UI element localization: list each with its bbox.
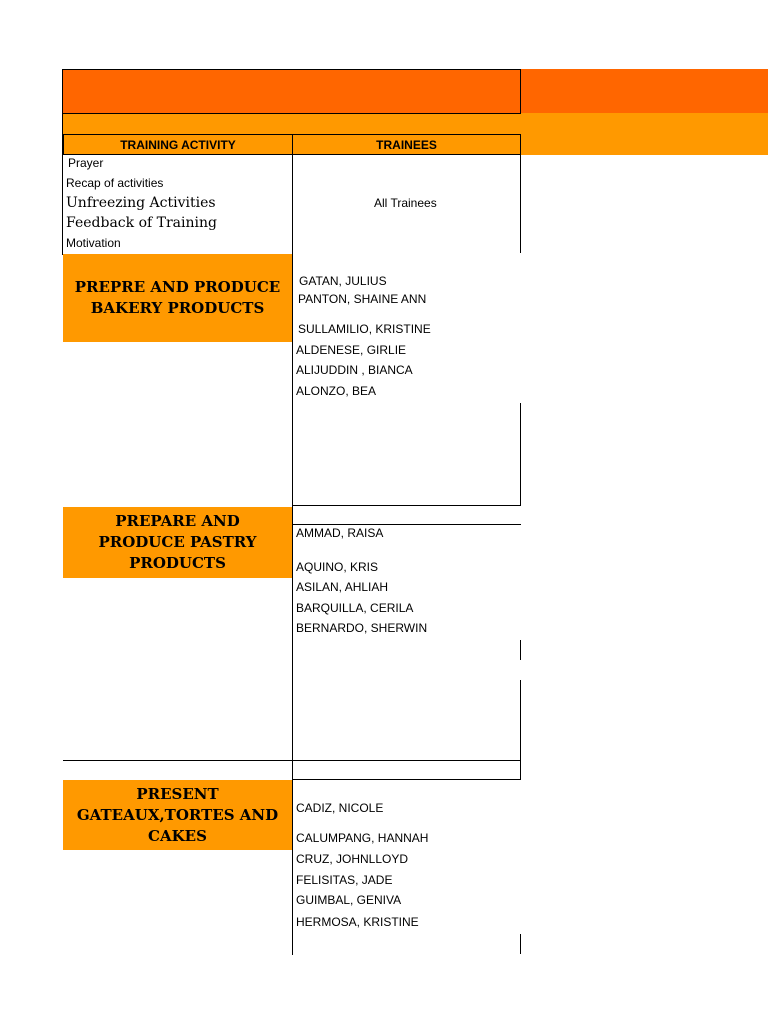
row-line-1	[292, 505, 521, 506]
title-band-border	[62, 69, 521, 113]
module-title: PREPRE AND PRODUCE BAKERY PRODUCTS	[74, 278, 281, 317]
trainee-name: SULLAMILIO, KRISTINE	[298, 322, 431, 336]
activity-unfreezing: Unfreezing Activities	[66, 195, 216, 211]
trainee-name: ALIJUDDIN , BIANCA	[296, 363, 413, 377]
trainee-name: AQUINO, KRIS	[296, 560, 379, 574]
activity-feedback: Feedback of Training	[66, 215, 217, 231]
right-border-line-3	[520, 640, 521, 660]
module-bakery-products	[63, 254, 292, 342]
trainee-name: HERMOSA, KRISTINE	[296, 915, 419, 929]
row-line-4	[292, 779, 521, 780]
module-title: PREPARE AND PRODUCE PASTRY PRODUCTS	[98, 512, 257, 572]
trainee-name: FELISITAS, JADE	[296, 873, 393, 887]
trainee-name: ASILAN, AHLIAH	[296, 580, 389, 594]
activity-recap: Recap of activities	[66, 176, 164, 190]
row-line-2	[292, 524, 521, 525]
right-border-line-1	[520, 155, 521, 253]
header-trainees: TRAINEES	[292, 134, 521, 155]
trainee-name: ALDENESE, GIRLIE	[296, 343, 407, 357]
trainee-name: PANTON, SHAINE ANN	[298, 292, 427, 306]
activity-motivation: Motivation	[66, 236, 121, 250]
header-training-activity: TRAINING ACTIVITY	[63, 134, 293, 155]
trainee-name: BARQUILLA, CERILA	[296, 601, 414, 615]
activity-prayer: Prayer	[68, 156, 104, 170]
trainee-name: AMMAD, RAISA	[296, 526, 384, 540]
trainee-name: ALONZO, BEA	[296, 384, 377, 398]
right-border-line-2	[520, 403, 521, 506]
trainee-name: GUIMBAL, GENIVA	[296, 893, 402, 907]
module-title: PRESENT GATEAUX,TORTES AND CAKES	[76, 784, 279, 845]
row-line-3	[63, 760, 521, 761]
trainee-name: GATAN, JULIUS	[299, 274, 387, 288]
trainee-name: CRUZ, JOHNLLOYD	[296, 852, 409, 866]
trainee-name: BERNARDO, SHERWIN	[296, 621, 428, 635]
right-border-line-4	[520, 680, 521, 780]
trainee-name: CADIZ, NICOLE	[296, 801, 384, 815]
trainee-name: CALUMPANG, HANNAH	[296, 831, 429, 845]
module-pastry-products	[63, 507, 292, 578]
subtitle-band-divider	[63, 113, 521, 134]
column-divider-line	[292, 155, 293, 955]
left-border-line	[62, 69, 63, 255]
module-gateaux-tortes-cakes	[63, 780, 292, 850]
all-trainees-label: All Trainees	[374, 196, 437, 210]
right-border-line-5	[520, 934, 521, 954]
